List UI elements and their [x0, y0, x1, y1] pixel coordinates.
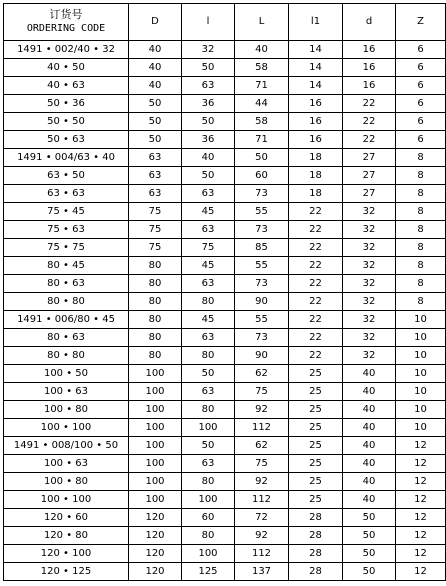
- cell-D: 75: [129, 239, 182, 257]
- cell-D: 80: [129, 329, 182, 347]
- cell-D: 75: [129, 221, 182, 239]
- cell-Z: 12: [396, 473, 446, 491]
- table-row: [4, 383, 446, 401]
- cell-ordering-code: 120 • 60: [4, 509, 129, 527]
- cell-Z: 10: [396, 347, 446, 365]
- cell-L: 50: [235, 149, 289, 167]
- table-row: [4, 347, 446, 365]
- cell-l1: 22: [289, 329, 343, 347]
- cell-ordering-code: 80 • 63: [4, 275, 129, 293]
- cell-l1: 25: [289, 383, 343, 401]
- cell-l1: 28: [289, 509, 343, 527]
- cell-l1: 14: [289, 41, 343, 59]
- spec-table-wrapper: [3, 3, 446, 581]
- cell-L: 60: [235, 167, 289, 185]
- cell-D: 50: [129, 95, 182, 113]
- table-row: [4, 131, 446, 149]
- cell-l1: 22: [289, 293, 343, 311]
- cell-ordering-code: 80 • 80: [4, 293, 129, 311]
- cell-l1: 22: [289, 203, 343, 221]
- cell-L: 112: [235, 419, 289, 437]
- cell-L: 40: [235, 41, 289, 59]
- cell-D: 100: [129, 491, 182, 509]
- cell-D: 120: [129, 509, 182, 527]
- table-row: [4, 239, 446, 257]
- cell-ordering-code: 50 • 63: [4, 131, 129, 149]
- cell-Z: 12: [396, 563, 446, 581]
- cell-L: 55: [235, 257, 289, 275]
- ordering-code-header-en: ORDERING CODE: [26, 23, 106, 34]
- cell-Z: 12: [396, 545, 446, 563]
- cell-ordering-code: 1491 • 008/100 • 50: [4, 437, 129, 455]
- cell-l: 63: [182, 383, 235, 401]
- cell-l: 36: [182, 131, 235, 149]
- table-row: [4, 419, 446, 437]
- cell-ordering-code: 80 • 80: [4, 347, 129, 365]
- table-row: [4, 149, 446, 167]
- cell-d: 27: [343, 149, 396, 167]
- cell-d: 22: [343, 95, 396, 113]
- cell-l: 60: [182, 509, 235, 527]
- cell-l1: 14: [289, 59, 343, 77]
- cell-d: 40: [343, 365, 396, 383]
- cell-L: 55: [235, 203, 289, 221]
- cell-Z: 8: [396, 275, 446, 293]
- column-header-d: d: [343, 4, 396, 41]
- cell-d: 32: [343, 347, 396, 365]
- cell-d: 50: [343, 545, 396, 563]
- cell-L: 90: [235, 347, 289, 365]
- cell-l: 50: [182, 437, 235, 455]
- cell-l: 45: [182, 311, 235, 329]
- cell-ordering-code: 63 • 50: [4, 167, 129, 185]
- table-row: [4, 329, 446, 347]
- cell-l: 50: [182, 113, 235, 131]
- cell-l1: 25: [289, 473, 343, 491]
- cell-l1: 25: [289, 491, 343, 509]
- table-row: [4, 509, 446, 527]
- cell-ordering-code: 50 • 36: [4, 95, 129, 113]
- table-row: [4, 401, 446, 419]
- table-row: [4, 545, 446, 563]
- cell-d: 32: [343, 293, 396, 311]
- cell-l1: 14: [289, 77, 343, 95]
- cell-D: 120: [129, 545, 182, 563]
- table-row: [4, 41, 446, 59]
- cell-l: 40: [182, 149, 235, 167]
- cell-l: 75: [182, 239, 235, 257]
- cell-d: 50: [343, 563, 396, 581]
- column-header-D: D: [129, 4, 182, 41]
- cell-D: 100: [129, 401, 182, 419]
- cell-ordering-code: 40 • 50: [4, 59, 129, 77]
- table-row: [4, 113, 446, 131]
- table-row: [4, 455, 446, 473]
- cell-l1: 25: [289, 455, 343, 473]
- cell-ordering-code: 63 • 63: [4, 185, 129, 203]
- cell-Z: 10: [396, 419, 446, 437]
- table-row: [4, 437, 446, 455]
- cell-L: 75: [235, 455, 289, 473]
- cell-l: 45: [182, 257, 235, 275]
- table-row: [4, 167, 446, 185]
- cell-ordering-code: 80 • 45: [4, 257, 129, 275]
- cell-D: 40: [129, 59, 182, 77]
- cell-d: 50: [343, 509, 396, 527]
- cell-l: 63: [182, 77, 235, 95]
- cell-L: 62: [235, 365, 289, 383]
- cell-Z: 8: [396, 257, 446, 275]
- table-row: [4, 257, 446, 275]
- cell-d: 40: [343, 491, 396, 509]
- column-header-Z: Z: [396, 4, 446, 41]
- table-row: [4, 275, 446, 293]
- cell-ordering-code: 120 • 80: [4, 527, 129, 545]
- cell-l1: 25: [289, 401, 343, 419]
- cell-L: 55: [235, 311, 289, 329]
- column-header-L: L: [235, 4, 289, 41]
- cell-L: 137: [235, 563, 289, 581]
- cell-l1: 22: [289, 311, 343, 329]
- cell-ordering-code: 100 • 63: [4, 455, 129, 473]
- cell-l: 80: [182, 293, 235, 311]
- column-header-l1: l1: [289, 4, 343, 41]
- cell-L: 71: [235, 131, 289, 149]
- cell-l1: 25: [289, 365, 343, 383]
- cell-l1: 18: [289, 185, 343, 203]
- cell-l1: 28: [289, 545, 343, 563]
- column-header-l: l: [182, 4, 235, 41]
- cell-L: 73: [235, 275, 289, 293]
- cell-L: 62: [235, 437, 289, 455]
- cell-d: 32: [343, 239, 396, 257]
- cell-Z: 8: [396, 239, 446, 257]
- cell-Z: 6: [396, 77, 446, 95]
- cell-Z: 10: [396, 383, 446, 401]
- cell-d: 32: [343, 257, 396, 275]
- cell-L: 90: [235, 293, 289, 311]
- cell-D: 80: [129, 275, 182, 293]
- cell-l: 45: [182, 203, 235, 221]
- cell-d: 40: [343, 401, 396, 419]
- table-row: [4, 95, 446, 113]
- table-row: [4, 221, 446, 239]
- cell-Z: 8: [396, 221, 446, 239]
- cell-L: 44: [235, 95, 289, 113]
- cell-D: 63: [129, 149, 182, 167]
- cell-D: 80: [129, 347, 182, 365]
- cell-d: 32: [343, 275, 396, 293]
- cell-l1: 16: [289, 113, 343, 131]
- cell-d: 40: [343, 383, 396, 401]
- cell-l1: 25: [289, 419, 343, 437]
- cell-l: 100: [182, 545, 235, 563]
- cell-l: 32: [182, 41, 235, 59]
- cell-ordering-code: 75 • 45: [4, 203, 129, 221]
- cell-Z: 8: [396, 293, 446, 311]
- cell-Z: 6: [396, 95, 446, 113]
- cell-l1: 22: [289, 221, 343, 239]
- cell-l: 80: [182, 527, 235, 545]
- table-row: [4, 527, 446, 545]
- cell-l1: 18: [289, 149, 343, 167]
- cell-Z: 8: [396, 167, 446, 185]
- cell-Z: 10: [396, 311, 446, 329]
- cell-ordering-code: 100 • 50: [4, 365, 129, 383]
- cell-D: 40: [129, 41, 182, 59]
- cell-Z: 6: [396, 59, 446, 77]
- cell-L: 112: [235, 491, 289, 509]
- cell-ordering-code: 40 • 63: [4, 77, 129, 95]
- cell-L: 73: [235, 329, 289, 347]
- table-row: [4, 203, 446, 221]
- cell-D: 100: [129, 365, 182, 383]
- cell-ordering-code: 100 • 100: [4, 419, 129, 437]
- cell-d: 40: [343, 437, 396, 455]
- cell-Z: 10: [396, 401, 446, 419]
- cell-Z: 10: [396, 365, 446, 383]
- cell-d: 50: [343, 527, 396, 545]
- table-row: [4, 185, 446, 203]
- cell-l1: 28: [289, 563, 343, 581]
- cell-D: 100: [129, 455, 182, 473]
- cell-L: 112: [235, 545, 289, 563]
- cell-L: 73: [235, 221, 289, 239]
- cell-ordering-code: 80 • 63: [4, 329, 129, 347]
- cell-Z: 8: [396, 149, 446, 167]
- cell-l1: 22: [289, 239, 343, 257]
- table-row: [4, 491, 446, 509]
- table-row: [4, 59, 446, 77]
- cell-L: 85: [235, 239, 289, 257]
- cell-l: 63: [182, 185, 235, 203]
- table-row: [4, 293, 446, 311]
- cell-l: 63: [182, 275, 235, 293]
- cell-D: 120: [129, 563, 182, 581]
- cell-ordering-code: 120 • 100: [4, 545, 129, 563]
- cell-L: 58: [235, 113, 289, 131]
- cell-Z: 8: [396, 203, 446, 221]
- cell-l: 36: [182, 95, 235, 113]
- cell-D: 100: [129, 383, 182, 401]
- cell-ordering-code: 1491 • 006/80 • 45: [4, 311, 129, 329]
- cell-l: 80: [182, 347, 235, 365]
- table-row: [4, 77, 446, 95]
- cell-D: 75: [129, 203, 182, 221]
- cell-D: 120: [129, 527, 182, 545]
- cell-d: 22: [343, 131, 396, 149]
- cell-D: 40: [129, 77, 182, 95]
- cell-l1: 28: [289, 527, 343, 545]
- cell-d: 27: [343, 167, 396, 185]
- cell-L: 58: [235, 59, 289, 77]
- cell-D: 50: [129, 113, 182, 131]
- cell-d: 16: [343, 59, 396, 77]
- cell-ordering-code: 120 • 125: [4, 563, 129, 581]
- ordering-code-header-cn: 订货号: [49, 8, 83, 21]
- cell-ordering-code: 50 • 50: [4, 113, 129, 131]
- cell-l1: 25: [289, 437, 343, 455]
- cell-D: 100: [129, 437, 182, 455]
- cell-ordering-code: 100 • 80: [4, 473, 129, 491]
- cell-d: 27: [343, 185, 396, 203]
- cell-l1: 16: [289, 95, 343, 113]
- cell-d: 32: [343, 329, 396, 347]
- cell-D: 100: [129, 473, 182, 491]
- cell-d: 22: [343, 113, 396, 131]
- cell-L: 92: [235, 527, 289, 545]
- cell-d: 32: [343, 203, 396, 221]
- cell-D: 63: [129, 185, 182, 203]
- table-row: [4, 563, 446, 581]
- cell-Z: 10: [396, 329, 446, 347]
- cell-l: 63: [182, 221, 235, 239]
- ordering-code-header: [4, 4, 129, 41]
- cell-L: 73: [235, 185, 289, 203]
- cell-l1: 22: [289, 275, 343, 293]
- cell-l: 80: [182, 401, 235, 419]
- cell-l1: 18: [289, 167, 343, 185]
- cell-D: 63: [129, 167, 182, 185]
- cell-L: 92: [235, 401, 289, 419]
- cell-d: 16: [343, 41, 396, 59]
- cell-d: 40: [343, 455, 396, 473]
- cell-L: 92: [235, 473, 289, 491]
- cell-d: 16: [343, 77, 396, 95]
- cell-l: 50: [182, 167, 235, 185]
- cell-L: 72: [235, 509, 289, 527]
- cell-ordering-code: 100 • 63: [4, 383, 129, 401]
- cell-ordering-code: 100 • 80: [4, 401, 129, 419]
- cell-ordering-code: 1491 • 002/40 • 32: [4, 41, 129, 59]
- cell-ordering-code: 1491 • 004/63 • 40: [4, 149, 129, 167]
- cell-D: 100: [129, 419, 182, 437]
- cell-D: 50: [129, 131, 182, 149]
- cell-l: 63: [182, 329, 235, 347]
- cell-l: 80: [182, 473, 235, 491]
- cell-D: 80: [129, 257, 182, 275]
- cell-d: 32: [343, 311, 396, 329]
- header-row: [4, 4, 446, 41]
- table-row: [4, 311, 446, 329]
- cell-l: 100: [182, 491, 235, 509]
- cell-l: 63: [182, 455, 235, 473]
- table-body: [4, 41, 446, 581]
- cell-l1: 22: [289, 257, 343, 275]
- table-row: [4, 473, 446, 491]
- cell-Z: 12: [396, 455, 446, 473]
- cell-Z: 12: [396, 491, 446, 509]
- cell-D: 80: [129, 311, 182, 329]
- cell-d: 32: [343, 221, 396, 239]
- cell-ordering-code: 75 • 75: [4, 239, 129, 257]
- cell-d: 40: [343, 473, 396, 491]
- cell-l: 50: [182, 59, 235, 77]
- cell-l: 125: [182, 563, 235, 581]
- cell-Z: 6: [396, 131, 446, 149]
- cell-Z: 12: [396, 509, 446, 527]
- cell-l1: 22: [289, 347, 343, 365]
- table-row: [4, 365, 446, 383]
- cell-Z: 8: [396, 185, 446, 203]
- spec-table: [3, 3, 446, 581]
- cell-Z: 12: [396, 527, 446, 545]
- cell-L: 71: [235, 77, 289, 95]
- cell-d: 40: [343, 419, 396, 437]
- cell-ordering-code: 75 • 63: [4, 221, 129, 239]
- cell-l: 50: [182, 365, 235, 383]
- cell-Z: 6: [396, 113, 446, 131]
- cell-L: 75: [235, 383, 289, 401]
- cell-l: 100: [182, 419, 235, 437]
- cell-ordering-code: 100 • 100: [4, 491, 129, 509]
- cell-Z: 12: [396, 437, 446, 455]
- cell-Z: 6: [396, 41, 446, 59]
- cell-l1: 16: [289, 131, 343, 149]
- cell-D: 80: [129, 293, 182, 311]
